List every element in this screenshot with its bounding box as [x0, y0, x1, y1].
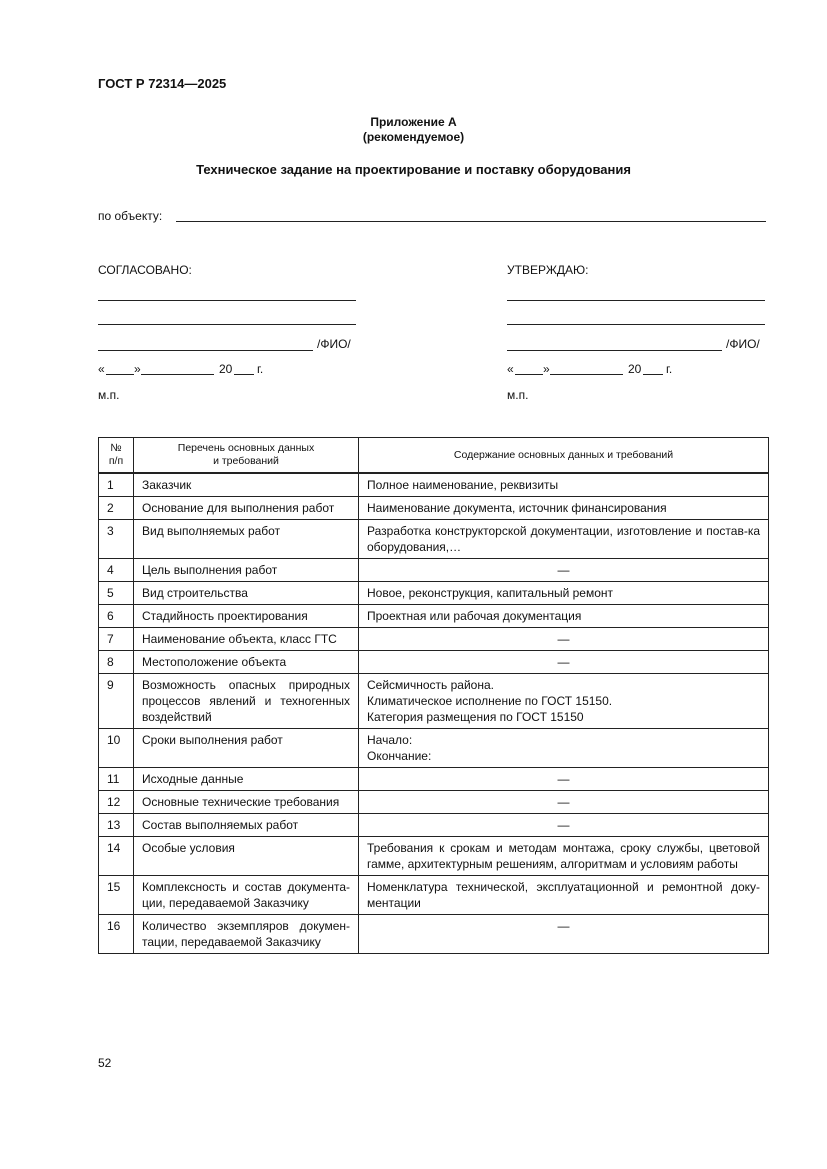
agreed-year-line[interactable]	[234, 374, 254, 375]
row-num: 3	[99, 520, 134, 559]
approve-year-line[interactable]	[643, 374, 663, 375]
row-num: 12	[99, 791, 134, 814]
table-row	[99, 497, 769, 520]
agreed-fio-line[interactable]	[98, 350, 313, 351]
row-num: 5	[99, 582, 134, 605]
row-item: Цель выполнения работ	[134, 559, 359, 582]
row-item: Комплексность и состав документа-ции, передаваемой Заказчику	[134, 876, 359, 915]
header-num-line1: №	[110, 442, 122, 454]
agreed-line-2[interactable]	[98, 324, 356, 325]
row-num: 8	[99, 651, 134, 674]
row-content: Требования к срокам и методам монтажа, сроку службы, цветовой гамме, архитектурным решениям, алгоритмам и условиям работы	[359, 837, 769, 876]
header-list-line1: Перечень основных данных	[177, 442, 315, 454]
header-num	[99, 438, 134, 474]
table-row	[99, 814, 769, 837]
table-row	[99, 520, 769, 559]
approve-line-2[interactable]	[507, 324, 765, 325]
row-item: Возможность опасных природных процессов явлений и техногенных воздействий	[134, 674, 359, 729]
row-num: 6	[99, 605, 134, 628]
table-header-row	[99, 438, 769, 474]
row-num: 2	[99, 497, 134, 520]
row-item: Особые условия	[134, 837, 359, 876]
row-num: 1	[99, 473, 134, 497]
approve-fio-line[interactable]	[507, 350, 722, 351]
table-row	[99, 473, 769, 497]
table-row	[99, 605, 769, 628]
row-num: 7	[99, 628, 134, 651]
agreed-line-1[interactable]	[98, 300, 356, 301]
table-row	[99, 559, 769, 582]
row-content: Полное наименование, реквизиты	[359, 473, 769, 497]
agreed-fio-label: /ФИО/	[317, 337, 351, 351]
header-list-line2: и требований	[213, 455, 279, 467]
row-content: Наименование документа, источник финансирования	[359, 497, 769, 520]
approve-label: УТВЕРЖДАЮ:	[507, 263, 589, 277]
table-row	[99, 674, 769, 729]
approve-line-1[interactable]	[507, 300, 765, 301]
table-row	[99, 582, 769, 605]
row-item: Состав выполняемых работ	[134, 814, 359, 837]
table-row	[99, 729, 769, 768]
row-item: Вид выполняемых работ	[134, 520, 359, 559]
table-row	[99, 651, 769, 674]
row-content: —	[359, 559, 769, 582]
agreed-stamp: м.п.	[98, 388, 120, 402]
standard-header: ГОСТ Р 72314—2025	[98, 76, 227, 91]
row-item: Исходные данные	[134, 768, 359, 791]
row-num: 4	[99, 559, 134, 582]
row-content: —	[359, 915, 769, 954]
header-num-line2: п/п	[108, 455, 124, 467]
agreed-day-line[interactable]	[106, 374, 134, 375]
row-item: Количество экземпляров докумен-тации, передаваемой Заказчику	[134, 915, 359, 954]
approve-year-suffix: г.	[666, 362, 673, 376]
row-num: 10	[99, 729, 134, 768]
agreed-year-prefix: 20	[219, 362, 233, 376]
row-content: —	[359, 651, 769, 674]
approve-date-open: «	[507, 362, 514, 376]
approve-year-prefix: 20	[628, 362, 642, 376]
header-content: Содержание основных данных и требований	[359, 438, 769, 474]
content-line: Климатическое исполнение по ГОСТ 15150.	[367, 694, 613, 708]
approve-day-line[interactable]	[515, 374, 543, 375]
row-num: 16	[99, 915, 134, 954]
header-list	[134, 438, 359, 474]
appendix-subtitle: (рекомендуемое)	[362, 130, 465, 144]
row-content	[359, 729, 769, 768]
document-title: Техническое задание на проектирование и поставку оборудования	[196, 162, 631, 177]
approve-month-line[interactable]	[550, 374, 623, 375]
table-row	[99, 837, 769, 876]
content-line: Категория размещения по ГОСТ 15150	[367, 710, 584, 724]
appendix-title: Приложение А	[370, 115, 457, 129]
agreed-date-mid: »	[134, 362, 141, 376]
row-content: Проектная или рабочая документация	[359, 605, 769, 628]
agreed-date-open: «	[98, 362, 105, 376]
row-num: 11	[99, 768, 134, 791]
row-content: Новое, реконструкция, капитальный ремонт	[359, 582, 769, 605]
row-num: 15	[99, 876, 134, 915]
content-line: Окончание:	[367, 749, 432, 763]
row-item: Заказчик	[134, 473, 359, 497]
row-content: —	[359, 791, 769, 814]
table-row	[99, 791, 769, 814]
row-item: Сроки выполнения работ	[134, 729, 359, 768]
table-row	[99, 628, 769, 651]
approve-fio-label: /ФИО/	[726, 337, 760, 351]
row-content: —	[359, 628, 769, 651]
approve-date-mid: »	[543, 362, 550, 376]
row-content: Номенклатура технической, эксплуатационной и ремонтной доку-ментации	[359, 876, 769, 915]
row-content: —	[359, 768, 769, 791]
row-item: Вид строительства	[134, 582, 359, 605]
agreed-year-suffix: г.	[257, 362, 264, 376]
table-row	[99, 915, 769, 954]
row-item: Местоположение объекта	[134, 651, 359, 674]
page-number: 52	[98, 1056, 112, 1070]
content-line: Начало:	[367, 733, 413, 747]
row-item: Наименование объекта, класс ГТС	[134, 628, 359, 651]
row-content: Разработка конструкторской документации, изготовление и постав-ка оборудования,…	[359, 520, 769, 559]
row-num: 9	[99, 674, 134, 729]
row-item: Основные технические требования	[134, 791, 359, 814]
table-row	[99, 876, 769, 915]
row-num: 13	[99, 814, 134, 837]
object-field-label: по объекту:	[98, 209, 163, 223]
row-content	[359, 674, 769, 729]
row-num: 14	[99, 837, 134, 876]
approve-stamp: м.п.	[507, 388, 529, 402]
requirements-table	[98, 437, 769, 954]
row-content: —	[359, 814, 769, 837]
agreed-month-line[interactable]	[141, 374, 214, 375]
agreed-label: СОГЛАСОВАНО:	[98, 263, 192, 277]
object-field-line[interactable]	[176, 221, 766, 222]
content-line: Сейсмичность района.	[367, 678, 494, 692]
row-item: Стадийность проектирования	[134, 605, 359, 628]
table-row	[99, 768, 769, 791]
row-item: Основание для выполнения работ	[134, 497, 359, 520]
